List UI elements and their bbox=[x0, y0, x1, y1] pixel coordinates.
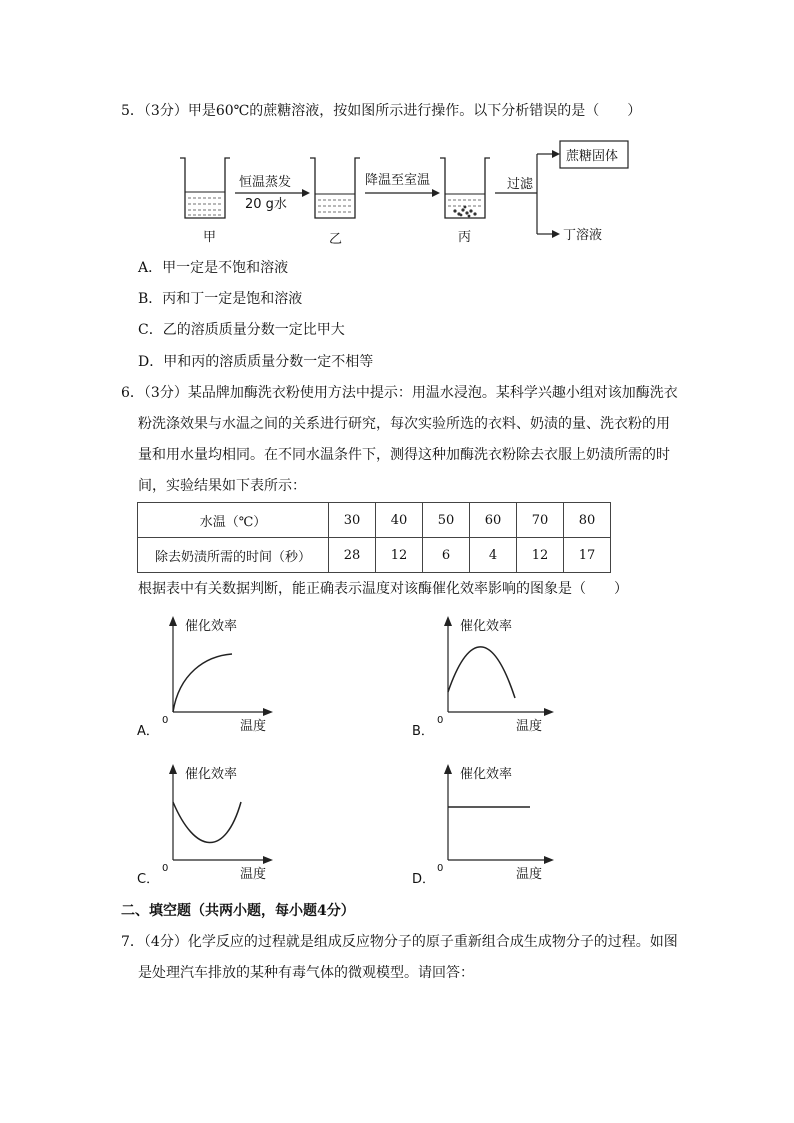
q5-option-b: B．丙和丁一定是饱和溶液 bbox=[138, 291, 303, 307]
beaker-bing bbox=[440, 158, 490, 218]
graph-c-option: C． bbox=[137, 872, 160, 887]
beaker-jia bbox=[180, 158, 230, 218]
experiment-table bbox=[137, 502, 611, 573]
graph-b bbox=[410, 612, 558, 742]
q7-stem-line-1: 7．（4分）化学反应的过程就是组成反应物分子的原子重新组合成生成物分子的过程。如图 bbox=[121, 934, 678, 950]
table-cell: 80 bbox=[564, 503, 611, 538]
table-cell: 50 bbox=[423, 503, 470, 538]
q7-stem-line-2: 是处理汽车排放的某种有毒气体的微观模型。请回答： bbox=[138, 965, 474, 981]
graph-d bbox=[410, 760, 558, 890]
table-cell: 12 bbox=[376, 538, 423, 573]
step1-top-label: 恒温蒸发 bbox=[239, 175, 292, 190]
graph-a-curve bbox=[173, 654, 232, 712]
graph-c-origin: 0 bbox=[162, 863, 169, 874]
beaker-label-bing: 丙 bbox=[458, 230, 472, 245]
q5-option-c: C．乙的溶质质量分数一定比甲大 bbox=[138, 322, 345, 338]
graph-d-ylabel: 催化效率 bbox=[460, 767, 513, 782]
table-cell: 40 bbox=[376, 503, 423, 538]
beaker-label-yi: 乙 bbox=[329, 232, 343, 247]
q5-process-diagram bbox=[175, 140, 645, 250]
graph-a-origin: 0 bbox=[162, 715, 169, 726]
step3-label: 过滤 bbox=[507, 177, 534, 192]
table-cell: 28 bbox=[329, 538, 376, 573]
q5-option-d: D．甲和丙的溶质质量分数一定不相等 bbox=[138, 354, 374, 370]
graph-c-xlabel: 温度 bbox=[240, 867, 267, 882]
table-row bbox=[138, 503, 611, 538]
graph-d-origin: 0 bbox=[437, 863, 444, 874]
q6-stem-line-3: 量和用水量均相同。在不同水温条件下，测得这种加酶洗衣粉除去衣服上奶渍所需的时 bbox=[138, 447, 670, 463]
table-cell: 30 bbox=[329, 503, 376, 538]
graph-d-option: D． bbox=[412, 872, 436, 887]
q6-stem-line-2: 粉洗涤效果与水温之间的关系进行研究，每次实验所选的衣料、奶渍的量、洗衣粉的用 bbox=[138, 416, 670, 432]
product-liquid-label: 丁溶液 bbox=[563, 228, 603, 243]
table-row-label: 除去奶渍所需的时间（秒） bbox=[138, 538, 329, 573]
graph-b-origin: 0 bbox=[437, 715, 444, 726]
graph-b-option: B． bbox=[412, 724, 434, 739]
table-cell: 60 bbox=[470, 503, 517, 538]
table-cell: 12 bbox=[517, 538, 564, 573]
beaker-yi bbox=[310, 158, 360, 218]
graph-b-xlabel: 温度 bbox=[516, 719, 543, 734]
graph-c-ylabel: 催化效率 bbox=[185, 767, 238, 782]
table-cell: 6 bbox=[423, 538, 470, 573]
table-cell: 70 bbox=[517, 503, 564, 538]
graph-a bbox=[135, 612, 275, 742]
q5-option-a: A．甲一定是不饱和溶液 bbox=[138, 260, 289, 276]
step1-bottom-label: 20 g水 bbox=[245, 197, 287, 212]
q5-stem: 5．（3分）甲是60℃的蔗糖溶液，按如图所示进行操作。以下分析错误的是（ ） bbox=[121, 103, 642, 119]
graph-c-curve bbox=[173, 802, 241, 843]
graph-c bbox=[135, 760, 275, 890]
graph-b-curve bbox=[448, 647, 515, 698]
graph-a-ylabel: 催化效率 bbox=[185, 619, 238, 634]
q6-stem-line-4: 间，实验结果如下表所示： bbox=[138, 478, 306, 494]
graph-b-ylabel: 催化效率 bbox=[460, 619, 513, 634]
table-row-label: 水温（℃） bbox=[138, 503, 329, 538]
section-2-title: 二、填空题（共两小题，每小题4分） bbox=[121, 903, 355, 919]
step2-label: 降温至室温 bbox=[365, 173, 431, 188]
table-cell: 17 bbox=[564, 538, 611, 573]
table-cell: 4 bbox=[470, 538, 517, 573]
q6-question: 根据表中有关数据判断，能正确表示温度对该酶催化效率影响的图象是（ ） bbox=[138, 581, 628, 597]
beaker-label-jia: 甲 bbox=[203, 230, 217, 245]
table-row bbox=[138, 538, 611, 573]
graph-a-option: A． bbox=[137, 724, 159, 739]
product-box-label: 蔗糖固体 bbox=[566, 149, 619, 164]
crystals bbox=[453, 206, 476, 218]
graph-d-xlabel: 温度 bbox=[516, 867, 543, 882]
q6-stem-line-1: 6．（3分）某品牌加酶洗衣粉使用方法中提示：用温水浸泡。某科学兴趣小组对该加酶洗衣 bbox=[121, 385, 678, 401]
graph-a-xlabel: 温度 bbox=[240, 719, 267, 734]
